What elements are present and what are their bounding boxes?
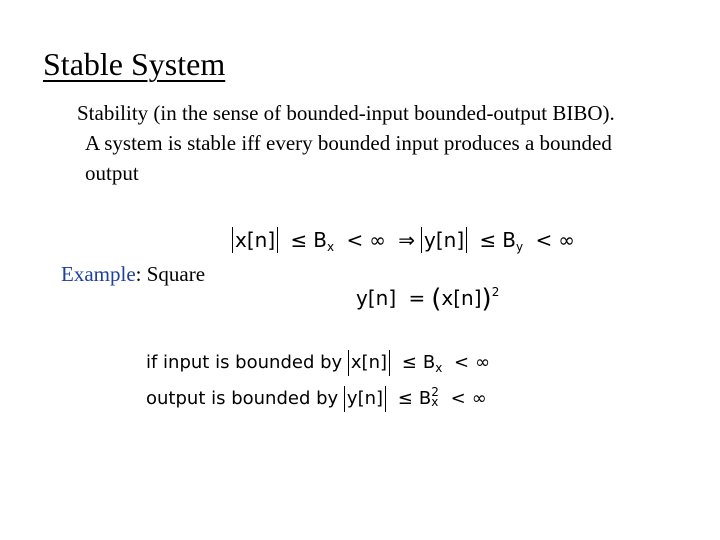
le-symbol-3: ≤ xyxy=(401,352,417,373)
equals-symbol: = xyxy=(408,286,426,310)
input-bound-formula xyxy=(146,350,490,376)
bound-bx-squared: B 2 x xyxy=(418,385,439,409)
bound-bx: $B_x$ xyxy=(313,228,335,254)
le-symbol: ≤ xyxy=(290,228,308,252)
square-system-formula xyxy=(356,284,499,314)
le-symbol-2: ≤ xyxy=(479,228,497,252)
definition-line-3: output xyxy=(85,161,139,185)
lt-symbol-3: < xyxy=(454,352,470,373)
example-label xyxy=(61,262,205,287)
output-y: y[n] xyxy=(356,286,397,310)
bound-by: $B_y$ xyxy=(502,228,524,254)
bibo-condition-formula xyxy=(232,227,575,254)
input-x: x[n] xyxy=(441,286,482,310)
stability-definition xyxy=(77,98,707,188)
output-bound-formula xyxy=(146,386,487,412)
example-rest: : Square xyxy=(135,262,206,286)
output-bound-text: output is bounded by xyxy=(146,388,339,409)
infinity-symbol-2: ∞ xyxy=(558,228,575,252)
bound-bx-input: $B_x$ xyxy=(422,352,443,375)
le-symbol-4: ≤ xyxy=(397,388,413,409)
definition-line-1: Stability (in the sense of bounded-input bounded-output BIBO). xyxy=(77,101,615,125)
infinity-symbol-3: ∞ xyxy=(475,352,491,373)
abs-y-output: y[n] xyxy=(344,386,386,412)
abs-y: y[n] xyxy=(421,227,467,253)
lt-symbol-2: < xyxy=(535,228,553,252)
open-paren: ( xyxy=(431,284,442,314)
infinity-symbol-4: ∞ xyxy=(471,388,487,409)
input-bound-text: if input is bounded by xyxy=(146,352,343,373)
abs-x-input: x[n] xyxy=(348,350,390,376)
lt-symbol: < xyxy=(346,228,364,252)
definition-line-2: A system is stable iff every bounded input produces a bounded xyxy=(85,131,612,155)
infinity-symbol: ∞ xyxy=(369,228,386,252)
slide-title: Stable System xyxy=(43,46,226,82)
implies-symbol: ⇒ xyxy=(398,228,416,252)
lt-symbol-4: < xyxy=(450,388,466,409)
close-paren: ) xyxy=(481,284,492,314)
abs-x: x[n] xyxy=(232,227,278,253)
exponent: 2 xyxy=(491,285,500,299)
example-keyword: Example xyxy=(61,262,136,286)
